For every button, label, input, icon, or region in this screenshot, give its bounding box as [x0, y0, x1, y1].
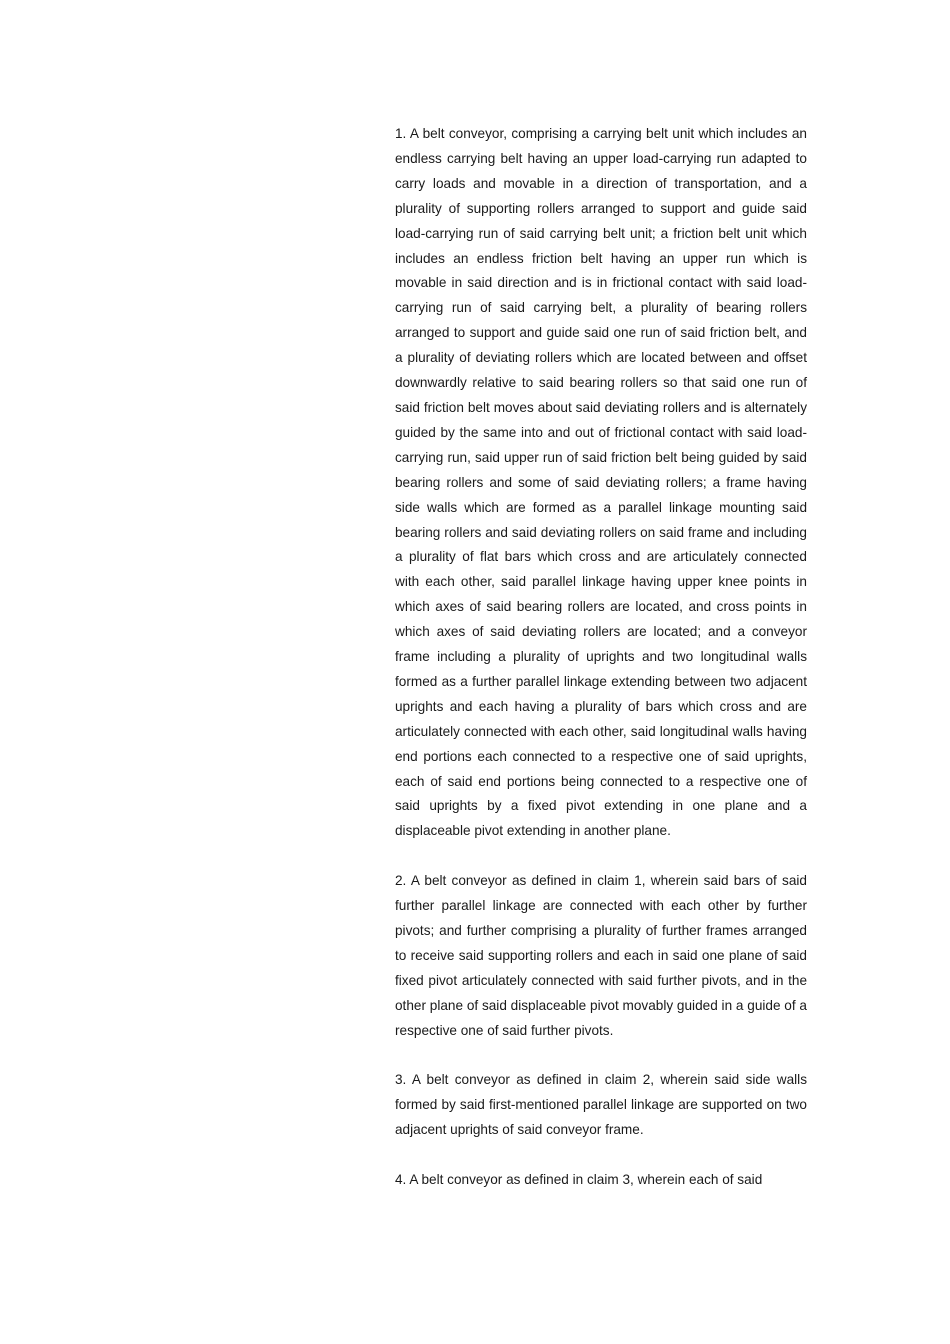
- claim-2: 2. A belt conveyor as defined in claim 1, wherein said bars of said further parallel linkage are connected with each other by further pivots; and further comprising a plurality of further frames arranged to receive said supporting rollers and each in said one plane of said fixed pivot articulately connected with said further pivots, and in the other plane of said displaceable pivot movably guided in a guide of a respective one of said further pivots.: [395, 873, 807, 1038]
- claim-4: 4. A belt conveyor as defined in claim 3, wherein each of said: [395, 1172, 763, 1188]
- claim-3: 3. A belt conveyor as defined in claim 2, wherein said side walls formed by said first-mentioned parallel linkage are supported on two adjacent uprights of said conveyor frame.: [395, 1072, 807, 1138]
- claim-1: 1. A belt conveyor, comprising a carrying belt unit which includes an endless carrying belt having an upper load-carrying run adapted to carry loads and movable in a direction of transportation, and a plurality of supporting rollers arranged to support and guide said load-carrying run of said carrying belt unit; a friction belt unit which includes an endless friction belt having an upper run which is movable in said direction and is in frictional contact with said load-carrying run of said carrying belt, a plurality of bearing rollers arranged to support and guide said one run of said friction belt, and a plurality of deviating rollers which are located between and offset downwardly relative to said bearing rollers so that said one run of said friction belt moves about said deviating rollers and is alternately guided by the same into and out of frictional contact with said load-carrying run, said upper run of said friction belt being guided by said bearing rollers and some of said deviating rollers; a frame having side walls which are formed as a parallel linkage mounting said bearing rollers and said deviating rollers on said frame and including a plurality of flat bars which cross and are articulately connected with each other, said parallel linkage having upper knee points in which axes of said bearing rollers are located, and cross points in which axes of said deviating rollers are located; and a conveyor frame including a plurality of uprights and two longitudinal walls formed as a further parallel linkage extending between two adjacent uprights and each having a plurality of bars which cross and are articulately connected with each other, said longitudinal walls having end portions each connected to a respective one of said uprights, each of said end portions being connected to a respective one of said uprights by a fixed pivot extending in one plane and a displaceable pivot extending in another plane.: [395, 126, 807, 839]
- claims-section: [395, 122, 807, 1193]
